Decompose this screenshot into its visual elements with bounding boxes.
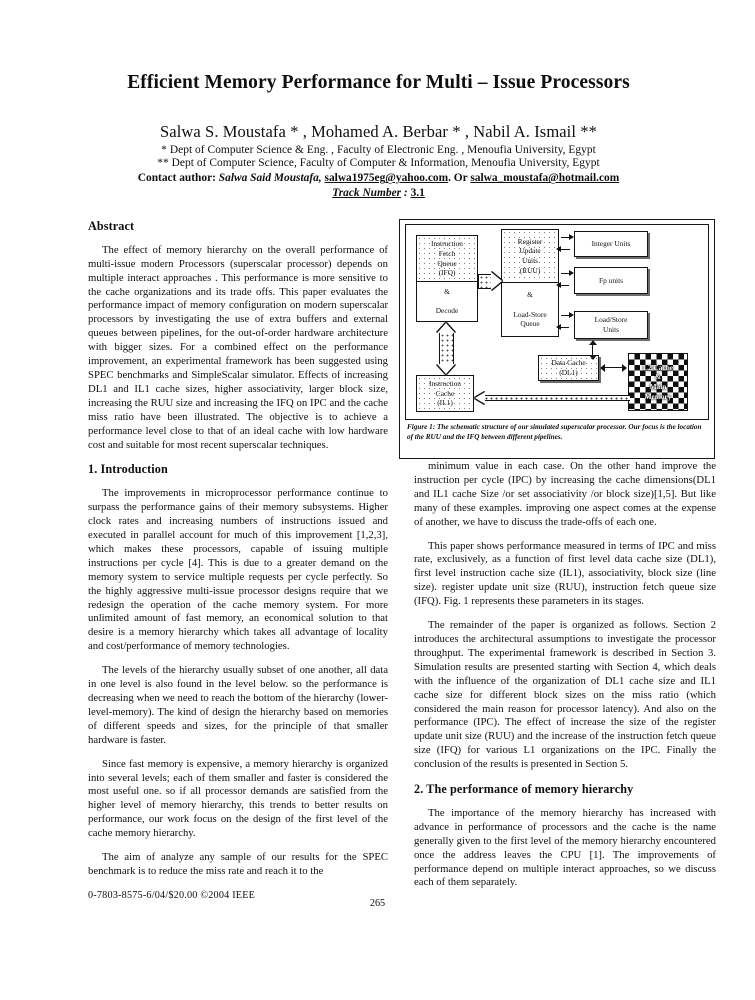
diagram-node-instruction-cache	[416, 375, 474, 412]
introduction-paragraph-3: Since fast memory is expensive, a memory hierarchy is organized into several levels; each of them smaller and faster is considered the most useful one. so if all processor demands are satisfied from the higher level of memory hierarchy, this trends to better results on performance, our work focus on the design of the first level of the cache memory hierarchy.	[88, 757, 388, 840]
track-number-sep: :	[401, 187, 411, 200]
author-list: Salwa S. Moustafa * , Mohamed A. Berbar * , Nabil A. Ismail **	[160, 122, 597, 142]
arrow-lsq-to-load-store-units	[561, 315, 569, 316]
contact-or: . Or	[448, 172, 468, 185]
section-2-heading: 2. The performance of memory hierarchy	[414, 782, 634, 797]
diagram-node-load-store-units-label: Load/Store Units	[594, 315, 628, 334]
fat-arrow-fetch-to-ruu-head	[491, 272, 502, 290]
double-arrow-dcache-to-l2	[605, 367, 622, 368]
diagram-node-ifq-label: Instruction Fetch Queue (IFQ)	[430, 239, 464, 278]
diagram-node-load-store-units	[574, 311, 648, 339]
paper-sheet	[26, 16, 729, 976]
diagram-node-integer-units-label: Integer Units	[591, 239, 631, 249]
diagram-node-integer-units	[574, 231, 648, 257]
diagram-node-instruction-cache-label: Instruction Cache (IL1)	[428, 379, 462, 408]
section-2-paragraph-1: The importance of the memory hierarchy has increased with advance in performance of processors and the cache is the name generally given to the first level of the memory hierarchy encountered once the address leaves the CPU [1]. The improvements of performance depend on multiple interact approaches, so we discuss each of them separately.	[414, 806, 716, 889]
footer-isbn: 0-7803-8575-6/04/$20.00 ©2004 IEEE	[88, 890, 256, 901]
diagram-node-ruu	[501, 229, 559, 283]
diagram-node-data-cache-label: Data Cache (DL1)	[551, 358, 586, 377]
right-column	[414, 460, 716, 890]
diagram-node-ruu-label: Register Update Units (RUU)	[517, 236, 543, 275]
page-number: 265	[369, 898, 386, 909]
arrow-integer-return-line	[561, 249, 570, 250]
right-paragraph-2: This paper shows performance measured in terms of IPC and miss rate, exclusively, as a function of first level data cache size (DL1), first level instruction cache size (IL1), associativity, block size (line size). register update unit size (RUU), instruction fetch queue size (IFQ). Fig. 1 represents these parameters in its stages.	[414, 539, 716, 608]
diagram-node-decode	[416, 282, 478, 322]
introduction-paragraph-1: The improvements in microprocessor performance continue to surpass the performance gains of their memory subsystems. Higher clock rates and increasing numbers of instructions issued and executed in parallel account for much of this improvement [1,2,3], which makes these processors, capable of issuing multiple instructions per cycle [4]. This is due to a greater demand on the memory system to service multiple requests per cycle perfectly. So the highly aggressive multi-issue processor designs require that we redesign the operation of the cache memory system. For more unlimited amount of fast memory, an economical solution to that desire is a memory hierarchy which takes all advantage of locality and cost/performance of memory technologies.	[88, 487, 388, 653]
contact-name: Salwa Said Moustafa,	[218, 172, 322, 185]
diagram-node-l2-main-memory	[628, 353, 688, 411]
introduction-paragraph-4: The aim of analyze any sample of our results for the SPEC benchmark is to reduce the miss rate and reach it to the	[88, 851, 388, 877]
affiliation-one: * Dept of Computer Science & Eng. , Faculty of Electronic Eng. , Menoufia University, Egypt	[161, 144, 596, 157]
track-number-label: Track Number	[332, 187, 402, 200]
track-number-line	[66, 187, 691, 199]
figure-1	[399, 219, 715, 459]
figure-diagram	[405, 224, 709, 420]
double-arrow-lsu-to-dcache	[592, 345, 593, 355]
diagram-node-fp-units	[574, 267, 648, 294]
page-title: Efficient Memory Performance for Multi – Issue Processors	[127, 72, 630, 93]
contact-line	[66, 172, 691, 184]
fat-arrow-decode-to-icache-head-up	[437, 323, 455, 333]
affiliation-two: ** Dept of Computer Science, Faculty of Computer & Information, Menoufia University, Egypt	[157, 157, 600, 170]
title-block	[66, 71, 691, 199]
diagram-node-decode-label: & Decode	[435, 287, 459, 316]
diagram-node-l2-main-memory-label: L2 Cache & Main Memory	[642, 362, 674, 401]
figure-caption: Figure 1: The schematic structure of our simulated superscalar processor. Our focus is the location of the RUU and the IFQ between different pipelines.	[407, 423, 702, 441]
introduction-paragraph-2: The levels of the hierarchy usually subset of one another, all data in one level is also found in the level below. so the performance is decreasing when we need to reach the bottom of the hierarchy (lower-level-memory). The kind of design the hierarchy based on memories of different speeds and sizes, for the principle of that smaller hardware is faster.	[88, 664, 388, 746]
diagram-node-lsq	[501, 283, 559, 337]
right-paragraph-3: The remainder of the paper is organized as follows. Section 2 introduces the architectural assumptions to investigate the processor throughput. The experimental framework is described in Section 3. Simulation results are presented starting with Section 4, which deals with the influence of the organization of DL1 cache size and IL1 cache size for different block sizes on the miss ratio (which considered the main reason for processor latency). And also on the performance (IPC). The effect of increase the size of the register update unit size (RUU) and the increase of the instruction fetch queue size (IFQ) for various L1 organizations on the IPC. Finally the conclusion of the results is presented in Section 5.	[414, 619, 716, 771]
right-paragraph-1: minimum value in each case. On the other hand improve the instruction per cycle (IPC) by increasing the cache dimensions(DL1 and IL1 cache Size /or set associativity /or block size)[1,5]. But like many of these examples. improving one aspect comes at the expense of another, we have to discuss the trade-offs of each one.	[414, 460, 716, 528]
fat-arrow-decode-to-icache-head-down	[437, 364, 455, 374]
left-column	[88, 219, 388, 879]
contact-email-primary[interactable]: salwa1975eg@yahoo.com	[324, 172, 449, 185]
bus-l2-to-instruction-cache	[484, 395, 630, 401]
introduction-heading: 1. Introduction	[88, 462, 168, 477]
diagram-node-lsq-label: & Load-Store Queue	[513, 290, 547, 329]
contact-email-secondary[interactable]: salwa_moustafa@hotmail.com	[470, 172, 620, 185]
diagram-node-fp-units-label: Fp units	[598, 275, 624, 285]
track-number-value: 3.1	[410, 187, 425, 200]
arrow-ruu-to-integer-units	[561, 237, 569, 238]
arrow-fp-units-to-ruu	[561, 285, 569, 286]
abstract-heading: Abstract	[88, 219, 135, 233]
diagram-node-ifq	[416, 235, 478, 282]
arrow-ruu-to-fp-units	[561, 273, 569, 274]
contact-label: Contact author:	[137, 172, 216, 185]
abstract-paragraph: The effect of memory hierarchy on the overall performance of multi-issue modern Processors (superscalar processor) depends on multiple interact approaches . This performance is more sensitive to the cache organizations and its trade offs. This paper evaluates the performance impact of memory configuration on modern superscalar processors by investigating the use of extra buffers and external queues between pipelines, for the out-of-order hardware architecture with bigger sizes. For a combined effect on the performance improvement, an experimental framework has been suggested using SPEC benchmarks and SimpleScalar simulator. Effects of increasing DL1 and IL1 cache sizes, higher associativity, larger block size, increasing the RUU size and increasing the IFQ on IPC and the cache miss ratio have been illustrated. The objective is to achieve a performance level close to that of an ideal cache with low hardware cost and suitable for most recent superscalar techniques.	[88, 243, 388, 451]
arrow-load-store-units-to-lsq	[561, 327, 569, 328]
fat-arrow-decode-to-icache	[439, 332, 454, 367]
